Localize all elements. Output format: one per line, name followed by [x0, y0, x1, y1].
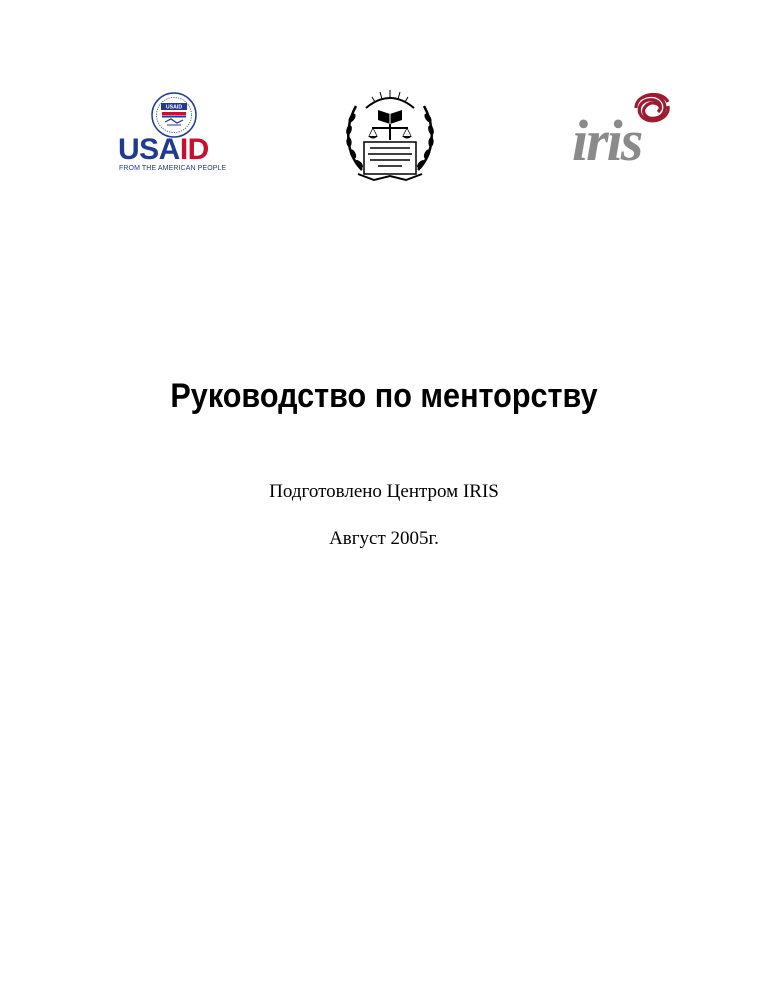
usaid-tagline: FROM THE AMERICAN PEOPLE [119, 165, 227, 172]
usaid-seal-icon [151, 92, 197, 138]
document-date: Август 2005г. [329, 528, 439, 549]
prepared-by-line: Подготовлено Центром IRIS [269, 481, 499, 502]
usaid-wordmark-red: ID [179, 133, 209, 166]
iris-wordmark: iris [572, 108, 642, 173]
usaid-logo [118, 92, 230, 174]
usaid-seal-text: USAID [165, 104, 183, 111]
document-title: Руководство по менторству [170, 377, 598, 415]
iris-logo [572, 90, 680, 173]
usaid-wordmark-blue: USA [118, 133, 180, 166]
usaid-wordmark [118, 135, 230, 165]
court-emblem-icon [340, 84, 440, 186]
judges-union-emblem [340, 84, 440, 186]
